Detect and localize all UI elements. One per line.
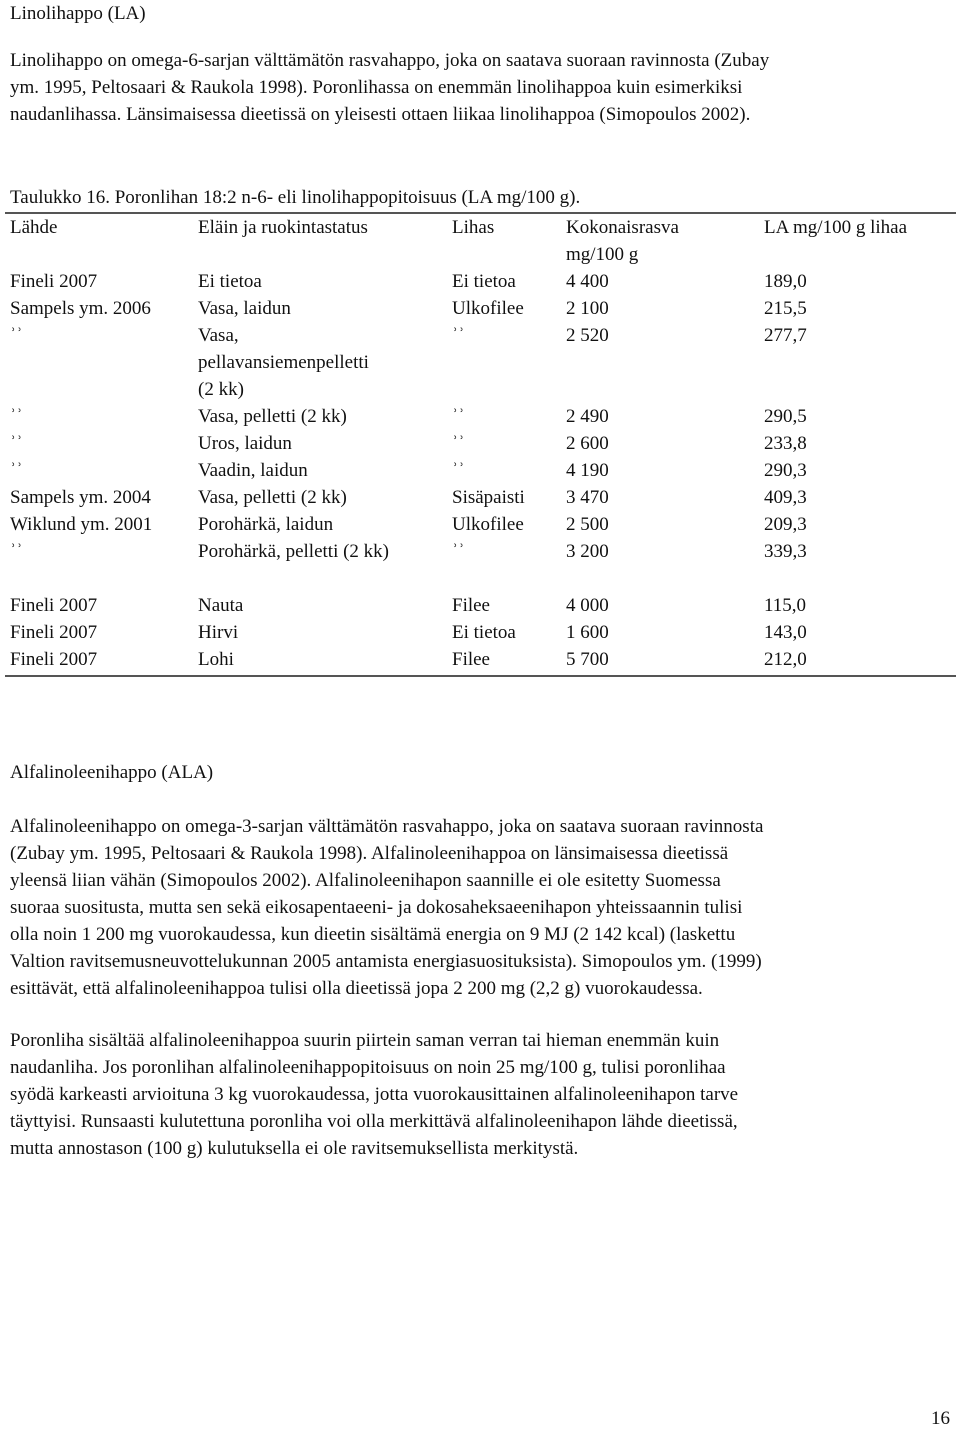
paragraph-line: (Zubay ym. 1995, Peltosaari & Raukola 1998). Alfalinoleenihappoa on länsimaisessa dieetissä — [10, 843, 729, 864]
paragraph-line: Poronliha sisältää alfalinoleenihappoa suurin piirtein saman verran tai hieman enemmän kuin — [10, 1030, 720, 1051]
cell-la: 290,5 — [764, 406, 807, 427]
cell-source: Fineli 2007 — [10, 622, 98, 643]
table-row — [10, 430, 954, 457]
cell-muscle: ʾʾ — [452, 433, 465, 454]
header-muscle: Lihas — [452, 217, 495, 238]
table-row — [10, 619, 954, 646]
cell-la: 189,0 — [764, 271, 807, 292]
paragraph-line: olla noin 1 200 mg vuorokaudessa, kun dieetin sisältämä energia on 9 MJ (2 142 kcal) (laskettu — [10, 924, 736, 945]
cell-muscle: Ei tietoa — [452, 622, 516, 643]
cell-fat: 4 000 — [566, 595, 609, 616]
cell-source: Sampels ym. 2006 — [10, 298, 151, 319]
paragraph-line: syödä karkeasti arvioituna 3 kg vuorokaudessa, jotta vuorokausittainen alfalinoleenihapon tarve — [10, 1084, 739, 1105]
cell-fat: 2 600 — [566, 433, 609, 454]
cell-source: ʾʾ — [10, 406, 23, 427]
cell-la: 290,3 — [764, 460, 807, 481]
section-heading-ala: Alfalinoleenihappo (ALA) — [10, 762, 214, 783]
cell-muscle: ʾʾ — [452, 406, 465, 427]
cell-fat: 2 490 — [566, 406, 609, 427]
paragraph-line: naudanlihassa. Länsimaisessa dieetissä on yleisesti ottaen liikaa linolihappoa (Simopoulos 2002). — [10, 104, 751, 125]
la-paragraph — [10, 47, 945, 128]
cell-la: 212,0 — [764, 649, 807, 670]
cell-animal: Nauta — [198, 595, 244, 616]
cell-source: ʾʾ — [10, 460, 23, 481]
table-row — [10, 646, 954, 673]
cell-muscle: ʾʾ — [452, 541, 465, 562]
cell-muscle: Ulkofilee — [452, 298, 524, 319]
cell-muscle: ʾʾ — [452, 325, 465, 346]
cell-muscle: Ei tietoa — [452, 271, 516, 292]
table-spacer-row — [10, 565, 954, 592]
table-bottom-rule — [5, 675, 956, 677]
cell-fat: 2 520 — [566, 325, 609, 346]
cell-animal: Uros, laidun — [198, 433, 292, 454]
cell-fat: 4 400 — [566, 271, 609, 292]
cell-animal: Lohi — [198, 649, 234, 670]
table-row — [10, 484, 954, 511]
spacer-cell — [10, 565, 954, 592]
header-animal: Eläin ja ruokintastatus — [198, 217, 368, 238]
cell-animal: Vaadin, laidun — [198, 460, 308, 481]
paragraph-line: Linolihappo on omega-6-sarjan välttämätön rasvahappo, joka on saatava suoraan ravinnosta (Zubay — [10, 50, 770, 71]
paragraph-line: esittävät, että alfalinoleenihappoa tulisi olla dieetissä jopa 2 200 mg (2,2 g) vuorokaudessa. — [10, 978, 703, 999]
cell-source: Fineli 2007 — [10, 271, 98, 292]
paragraph-line: yleensä liian vähän (Simopoulos 2002). Alfalinoleenihapon saannille ei ole esitetty Suomessa — [10, 870, 721, 891]
cell-animal-line: Vasa, — [198, 325, 239, 346]
header-source: Lähde — [10, 217, 58, 238]
cell-source: ʾʾ — [10, 325, 23, 346]
cell-la: 277,7 — [764, 325, 807, 346]
table-row — [10, 511, 954, 538]
header-la: LA mg/100 g lihaa — [764, 217, 908, 238]
cell-la: 209,3 — [764, 514, 807, 535]
cell-fat: 2 500 — [566, 514, 609, 535]
cell-source: ʾʾ — [10, 433, 23, 454]
cell-animal: Porohärkä, laidun — [198, 514, 334, 535]
paragraph-line: Valtion ravitsemusneuvottelukunnan 2005 antamista energiasuosituksista). Simopoulos ym. (1999) — [10, 951, 762, 972]
header-total-fat-line2: mg/100 g — [566, 244, 639, 265]
cell-animal-line: pellavansiemenpelletti — [198, 352, 369, 373]
cell-animal-line: (2 kk) — [198, 379, 244, 400]
cell-muscle: Filee — [452, 649, 490, 670]
paragraph-line: mutta annostason (100 g) kulutuksella ei ole ravitsemuksellista merkitystä. — [10, 1138, 579, 1159]
table-row — [10, 592, 954, 619]
paragraph-line: Alfalinoleenihappo on omega-3-sarjan välttämätön rasvahappo, joka on saatava suoraan ravinnosta — [10, 816, 764, 837]
page-number: 16 — [931, 1408, 950, 1429]
section-heading-la: Linolihappo (LA) — [10, 3, 146, 24]
linoleic-acid-table — [10, 214, 954, 673]
cell-muscle: Filee — [452, 595, 490, 616]
ala-paragraph-1 — [10, 813, 945, 1002]
cell-fat: 5 700 — [566, 649, 609, 670]
cell-animal: Porohärkä, pelletti (2 kk) — [198, 541, 390, 562]
cell-fat: 3 200 — [566, 541, 609, 562]
table-header-row — [10, 214, 954, 268]
paragraph-line: täyttyisi. Runsaasti kulutettuna poronliha voi olla merkittävä alfalinoleenihapon lähde dieetissä, — [10, 1111, 738, 1132]
cell-la: 339,3 — [764, 541, 807, 562]
cell-animal: Vasa, laidun — [198, 298, 291, 319]
cell-fat: 4 190 — [566, 460, 609, 481]
cell-source: Fineli 2007 — [10, 595, 98, 616]
table-row — [10, 295, 954, 322]
cell-muscle: ʾʾ — [452, 460, 465, 481]
cell-muscle: Sisäpaisti — [452, 487, 525, 508]
cell-animal: Ei tietoa — [198, 271, 262, 292]
paragraph-line: suoraa suositusta, mutta sen sekä eikosapentaeeni- ja dokosaheksaeenihapon yhteissaannin tulisi — [10, 897, 743, 918]
paragraph-line: naudanliha. Jos poronlihan alfalinoleenihappopitoisuus on noin 25 mg/100 g, tulisi poronlihaa — [10, 1057, 726, 1078]
cell-animal: Vasa, pelletti (2 kk) — [198, 487, 347, 508]
ala-paragraph-2 — [10, 1027, 945, 1162]
cell-source: Wiklund ym. 2001 — [10, 514, 153, 535]
table-row — [10, 322, 954, 403]
cell-la: 115,0 — [764, 595, 807, 616]
table-row — [10, 538, 954, 565]
cell-la: 409,3 — [764, 487, 807, 508]
table-row — [10, 403, 954, 430]
cell-animal — [198, 322, 452, 403]
cell-source: Sampels ym. 2004 — [10, 487, 151, 508]
cell-muscle: Ulkofilee — [452, 514, 524, 535]
table-row — [10, 457, 954, 484]
paragraph-line: ym. 1995, Peltosaari & Raukola 1998). Poronlihassa on enemmän linolihappoa kuin esimerkiksi — [10, 77, 743, 98]
cell-animal: Vasa, pelletti (2 kk) — [198, 406, 347, 427]
cell-la: 215,5 — [764, 298, 807, 319]
header-total-fat-line1: Kokonaisrasva — [566, 217, 679, 238]
cell-source: ʾʾ — [10, 541, 23, 562]
table-caption: Taulukko 16. Poronlihan 18:2 n-6- eli linolihappopitoisuus (LA mg/100 g). — [10, 187, 581, 208]
cell-animal: Hirvi — [198, 622, 239, 643]
table-row — [10, 268, 954, 295]
cell-la: 143,0 — [764, 622, 807, 643]
cell-fat: 3 470 — [566, 487, 609, 508]
cell-fat: 1 600 — [566, 622, 609, 643]
header-total-fat — [566, 214, 764, 268]
cell-source: Fineli 2007 — [10, 649, 98, 670]
cell-fat: 2 100 — [566, 298, 609, 319]
cell-la: 233,8 — [764, 433, 807, 454]
